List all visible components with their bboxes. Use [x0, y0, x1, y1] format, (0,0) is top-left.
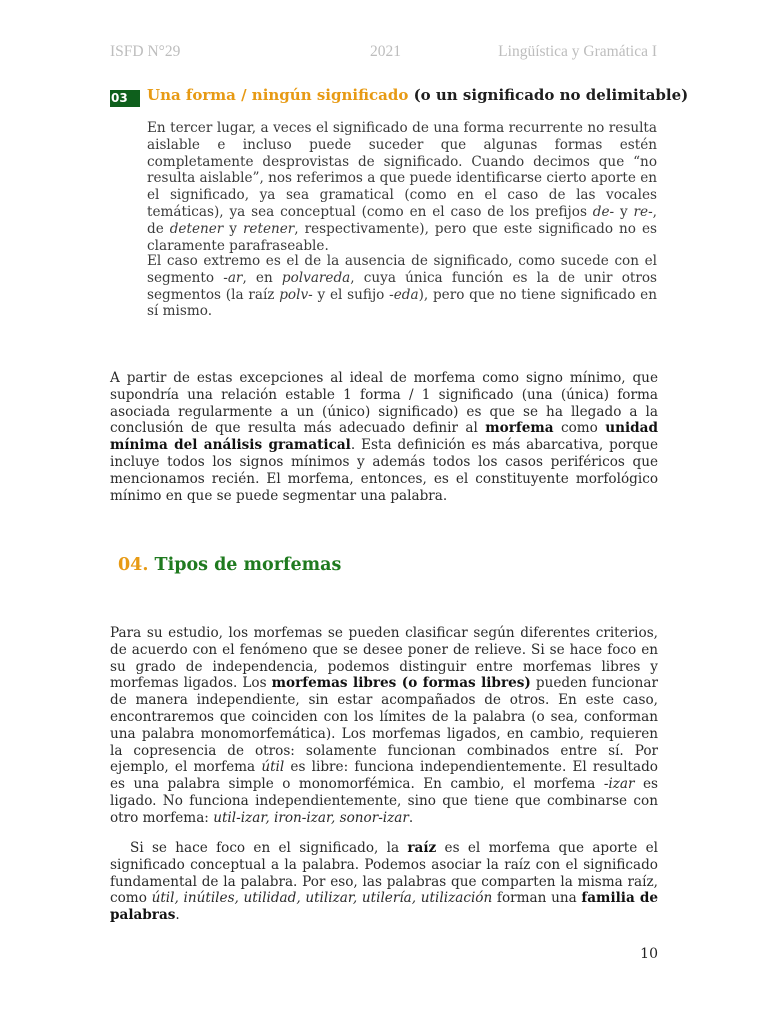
text-run: y — [614, 203, 634, 220]
section-number: 04. — [118, 555, 149, 575]
text-run: , de — [147, 203, 657, 237]
italic-term: retener — [242, 220, 295, 237]
text-run: Si se hace foco en el significado, la — [130, 840, 408, 856]
text-run: . — [408, 809, 414, 826]
text-run: , cuya única función es la de unir otros segmentos (la raíz — [147, 269, 657, 303]
body-paragraph-definition — [110, 370, 658, 504]
body-paragraph-root — [110, 840, 658, 924]
text-run: , respectivamente), pero que este significado no es claramente parafraseable. — [147, 220, 657, 254]
indented-paragraph-1 — [147, 120, 657, 254]
bold-term: morfemas libres (o formas libres) — [271, 675, 531, 692]
bold-term: morfema — [485, 420, 554, 437]
italic-term: polvareda — [281, 269, 351, 286]
italic-term: útil, inútiles, utilidad, utilizar, utilería, utilización — [151, 890, 493, 907]
text-run: , en — [242, 269, 282, 286]
italic-term: -ar — [223, 269, 243, 286]
italic-term: util-izar, iron-izar, sonor-izar — [213, 809, 409, 826]
text-run: ), pero que no tiene significado en sí mismo. — [147, 286, 657, 320]
text-run: En tercer lugar, a veces el significado de una forma recurrente no resulta aislable e incluso puede suceder que algunas formas estén completamente desprovistas de significado. Cuando decimos que “no resulta aislable”, nos referimos a que puede identificarse cierto aporte en el significado, ya sea gramatical (como en el caso de las vocales temáticas), ya sea conceptual (como en el caso de los prefijos — [147, 120, 657, 220]
text-run: y el sufijo — [312, 286, 390, 303]
italic-term: de- — [592, 203, 615, 220]
text-run: y — [223, 220, 243, 237]
header-year: 2021 — [370, 43, 401, 60]
text-run: . Esta definición es más abarcativa, porque incluye todos los signos mínimos y además todos los casos periféricos que mencionamos recién. El morfema, entonces, es el constituyente morfológico mínimo en que se puede segmentar una palabra. — [110, 437, 658, 504]
text-run: como — [553, 420, 606, 437]
indented-paragraph-2 — [147, 253, 657, 320]
header-course: Lingüística y Gramática I — [498, 43, 657, 60]
text-run: pueden funcionar de manera independiente, sin estar acompañados de otros. En este caso, encontraremos que coinciden con los límites de la palabra (o sea, conforman una palabra monomorfemática). Los morfemas ligados, en cambio, requieren la copresencia de otros: solamente funcionan combinados entre sí. Por ejemplo, el morfema — [110, 675, 658, 776]
text-run: A partir de estas excepciones al ideal de morfema como signo mínimo, que supondría una relación estable 1 forma / 1 significado (una (única) forma asociada regularmente a un (único) significado) es que se ha llegado a la conclusión de que resulta más adecuado definir al — [110, 370, 658, 437]
text-run: es el morfema que aporte el significado conceptual a la palabra. Podemos asociar la raíz con el significado fundamental de la palabra. Por eso, las palabras que comparten la misma raíz, como — [110, 840, 659, 907]
italic-term: -izar — [603, 776, 635, 793]
bold-term: familia de palabras — [110, 890, 659, 924]
italic-term: detener — [169, 220, 224, 237]
subsection-title-rest: (o un significado no delimitable) — [413, 86, 689, 104]
subsection-title — [147, 86, 688, 104]
page-number: 10 — [640, 946, 658, 962]
text-run: es ligado. No funciona independientemente, sino que tiene que combinarse con otro morfema: — [110, 776, 658, 826]
text-run: El caso extremo es el de la ausencia de significado, como sucede con el segmento — [147, 253, 657, 286]
text-run: es libre: funciona independientemente. El resultado es una palabra simple o monomorfémica. En cambio, el morfema — [110, 759, 658, 793]
bold-term: raíz — [407, 840, 437, 856]
text-run: . — [175, 907, 180, 924]
body-paragraph-types — [110, 625, 658, 827]
italic-term: útil — [261, 759, 285, 776]
italic-term: -eda — [389, 286, 419, 303]
subsection-badge: 03 — [110, 90, 140, 107]
text-run: Para su estudio, los morfemas se pueden clasificar según diferentes criterios, de acuerdo con el fenómeno que se desee poner de relieve. Si se hace foco en su grado de independencia, podemos distinguir entre morfemas libres y morfemas ligados. Los — [110, 625, 658, 692]
italic-term: re- — [633, 203, 653, 220]
italic-term: polv- — [279, 286, 313, 303]
section-title: Tipos de morfemas — [154, 555, 342, 575]
text-run: forman una — [492, 890, 582, 907]
section-heading — [118, 555, 341, 575]
bold-term: unidad mínima del análisis gramatical — [110, 420, 658, 454]
subsection-title-highlight: Una forma / ningún significado — [147, 86, 409, 104]
header-institution: ISFD N°29 — [110, 43, 181, 60]
